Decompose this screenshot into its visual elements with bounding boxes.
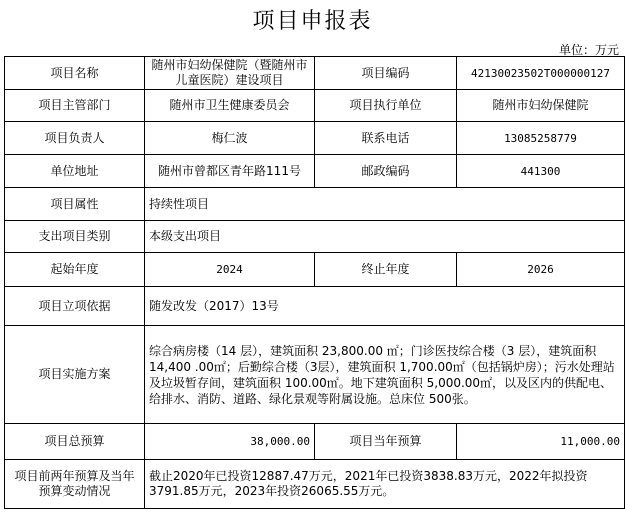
expense-category-label: 支出项目类别 xyxy=(5,221,145,253)
postal-code-value: 441300 xyxy=(457,155,625,188)
postal-code-label: 邮政编码 xyxy=(315,155,457,188)
executing-unit-value: 随州市妇幼保健院 xyxy=(457,90,625,122)
table-row xyxy=(5,287,625,326)
current-year-budget-value: 11,000.00 xyxy=(457,424,625,460)
address-label: 单位地址 xyxy=(5,155,145,188)
current-year-budget-label: 项目当年预算 xyxy=(315,424,457,460)
table-row xyxy=(5,155,625,188)
address-value: 随州市曾都区青年路111号 xyxy=(145,155,315,188)
page-title: 项目申报表 xyxy=(252,9,373,34)
plan-value: 综合病房楼（14 层），建筑面积 23,800.00 ㎡；门诊医技综合楼（3 层），建筑面积 14,400 .00㎡；后勤综合楼（3层），建筑面积 1,700.00㎡（包括锅炉房）；污水处理站及垃圾暂存间，建筑面积 100.00㎡。地下建筑面积 5,000.00㎡，以及区内的供配电、给排水、消防、道路、绿化景观等附属设施。总床位 500张。 xyxy=(145,326,625,424)
unit-label: 单位：万元 xyxy=(558,43,619,57)
table-row xyxy=(5,188,625,221)
table-row xyxy=(5,57,625,90)
total-budget-value: 38,000.00 xyxy=(145,424,315,460)
end-year-label: 终止年度 xyxy=(315,253,457,287)
table-row xyxy=(5,221,625,253)
end-year-value: 2026 xyxy=(457,253,625,287)
table-row xyxy=(5,122,625,155)
project-code-label: 项目编码 xyxy=(315,57,457,90)
department-label: 项目主管部门 xyxy=(5,90,145,122)
executing-unit-label: 项目执行单位 xyxy=(315,90,457,122)
basis-value: 随发改发（2017）13号 xyxy=(145,287,625,326)
total-budget-label: 项目总预算 xyxy=(5,424,145,460)
table-row xyxy=(5,424,625,460)
phone-value: 13085258779 xyxy=(457,122,625,155)
table-row xyxy=(5,326,625,424)
form-table xyxy=(4,56,625,509)
table-row xyxy=(5,253,625,287)
attribute-value: 持续性项目 xyxy=(145,188,625,221)
table-row xyxy=(5,90,625,122)
project-code-value: 42130023502T000000127 xyxy=(457,57,625,90)
phone-label: 联系电话 xyxy=(315,122,457,155)
leader-label: 项目负责人 xyxy=(5,122,145,155)
attribute-label: 项目属性 xyxy=(5,188,145,221)
leader-value: 梅仁波 xyxy=(145,122,315,155)
basis-label: 项目立项依据 xyxy=(5,287,145,326)
budget-change-value: 截止2020年已投资12887.47万元，2021年已投资3838.83万元，2022年拟投资3791.85万元，2023年投资26065.55万元。 xyxy=(145,460,625,509)
project-name-value: 随州市妇幼保健院（暨随州市儿童医院）建设项目 xyxy=(145,57,315,90)
plan-label: 项目实施方案 xyxy=(5,326,145,424)
start-year-label: 起始年度 xyxy=(5,253,145,287)
table-row xyxy=(5,460,625,509)
start-year-value: 2024 xyxy=(145,253,315,287)
project-name-label: 项目名称 xyxy=(5,57,145,90)
expense-category-value: 本级支出项目 xyxy=(145,221,625,253)
department-value: 随州市卫生健康委员会 xyxy=(145,90,315,122)
budget-change-label: 项目前两年预算及当年预算变动情况 xyxy=(5,460,145,509)
